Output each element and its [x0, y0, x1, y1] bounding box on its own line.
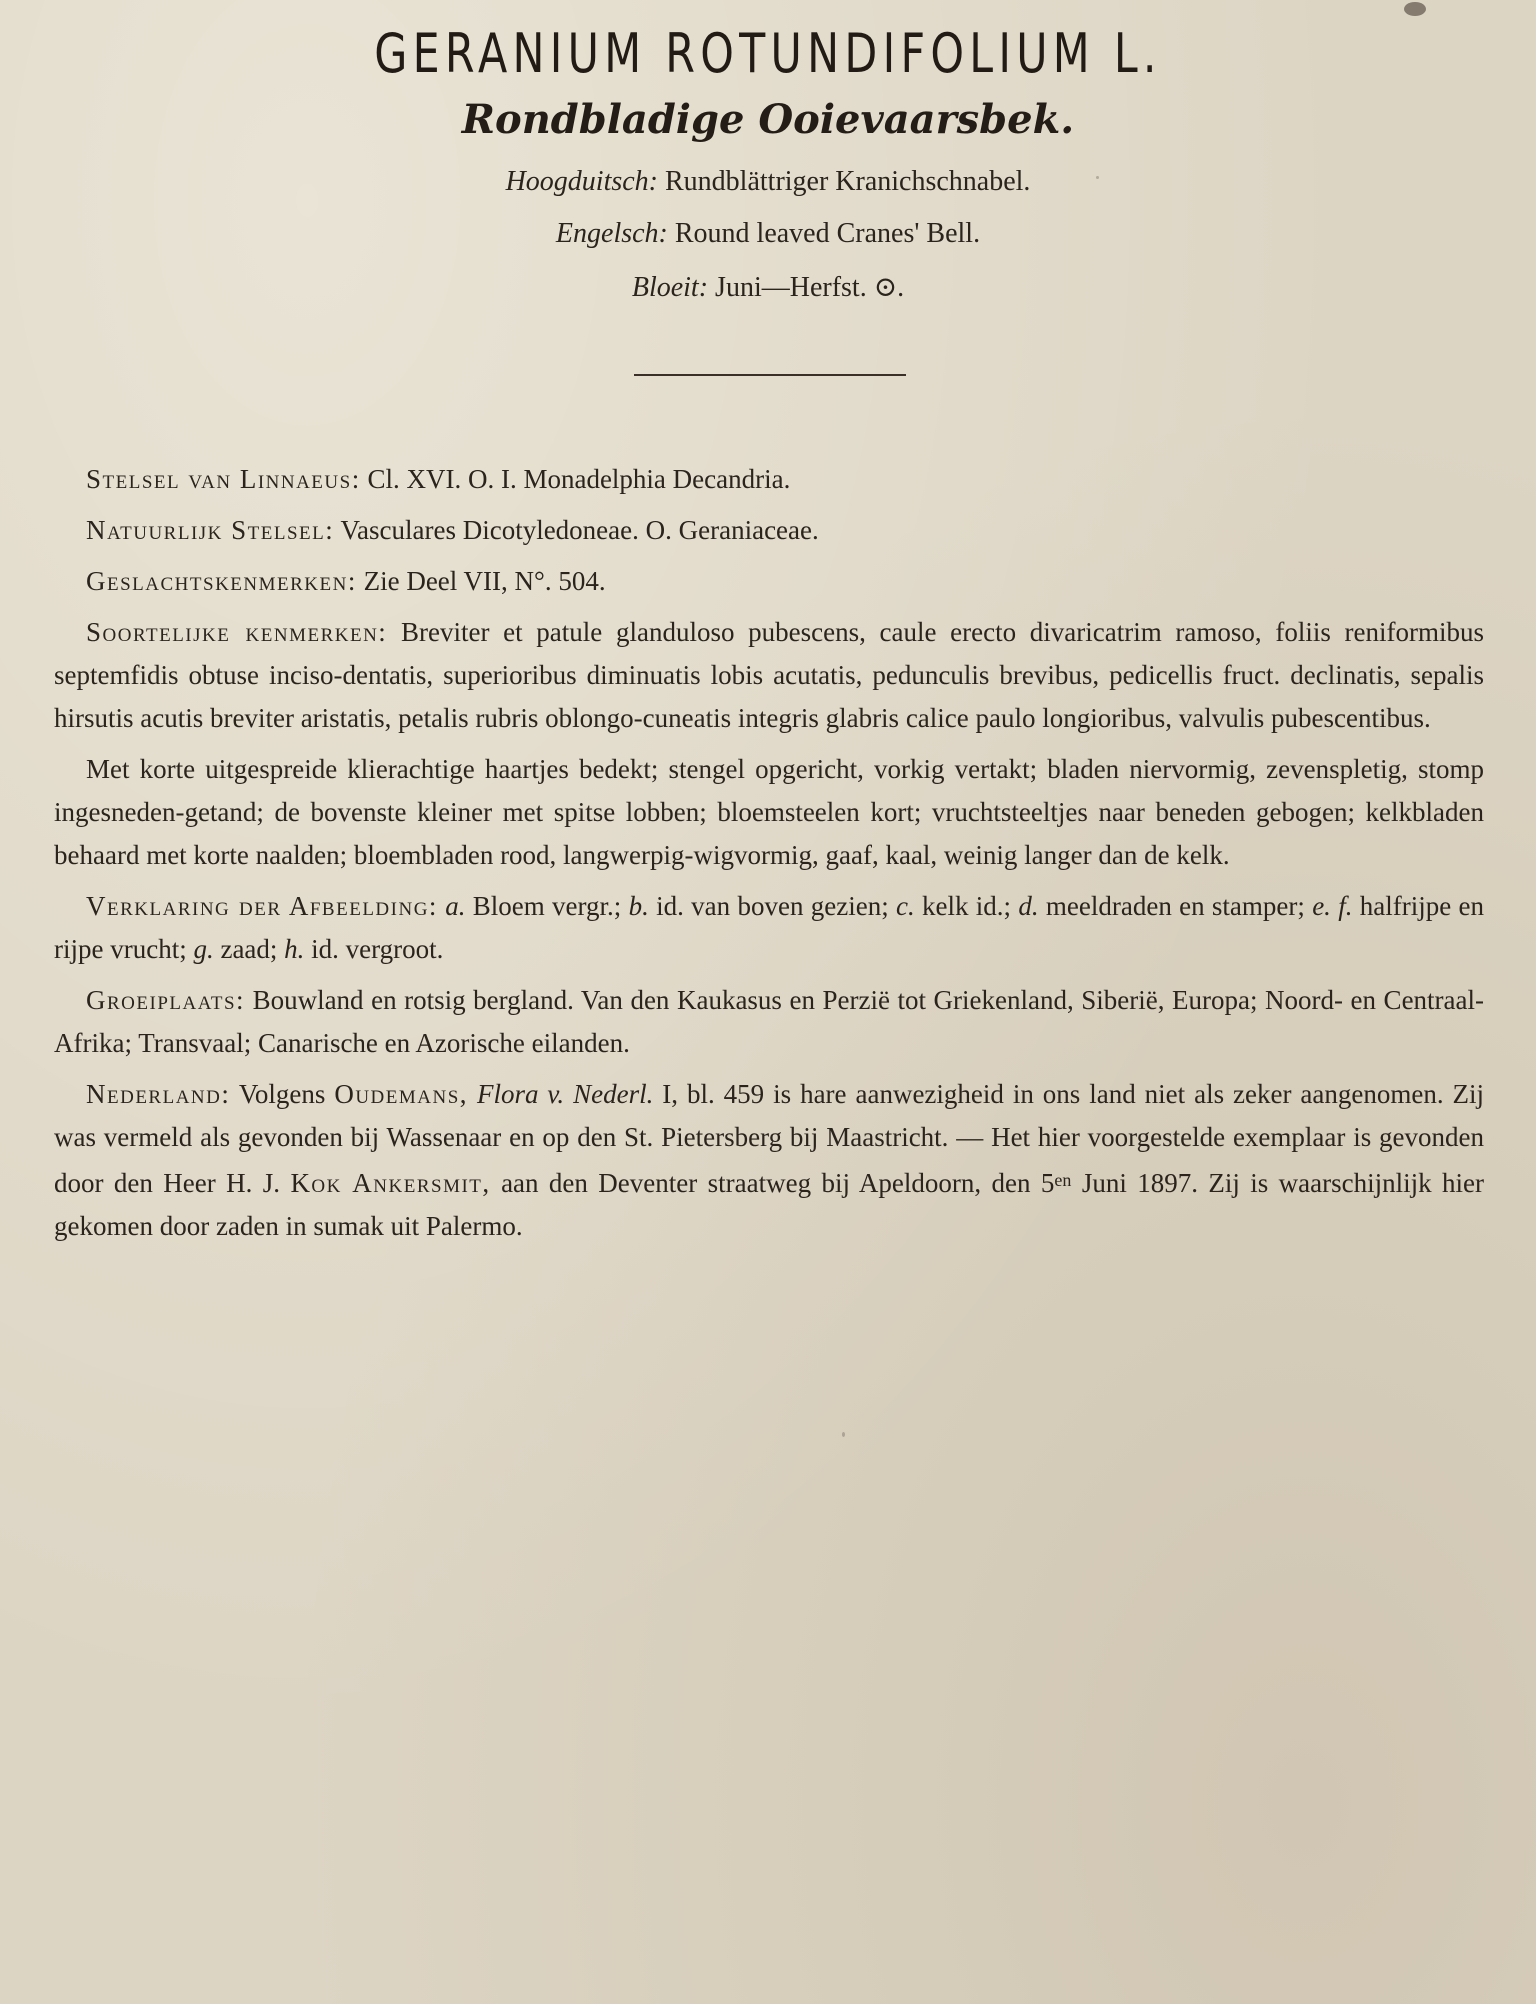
netherlands-author: Oudemans,: [334, 1079, 469, 1109]
dutch-description-text: Met korte uitgespreide klierachtige haartjes bedekt; stengel opgericht, vorkig vertakt; bladen niervormig, zevenspletig, stomp ingesneden-getand; de bovenste kleiner met spitse lobben; bloemsteelen kort; vruchtsteeltjes naar beneden gebogen; kelkbladen behaard met korte naalden; bloembladen rood, langwerpig-wigvormig, gaaf, kaal, weinig langer dan de kelk.: [54, 754, 1484, 870]
bloom-line: [0, 270, 1536, 304]
figure-label: Verklaring der Afbeelding:: [86, 891, 438, 921]
netherlands-text-1: Volgens: [238, 1079, 326, 1109]
habitat-label: Groeiplaats:: [86, 985, 246, 1015]
netherlands-text-3: aan den Deventer straatweg bij Apeldoorn, den 5: [501, 1168, 1055, 1198]
habitat-text: Bouwland en rotsig bergland. Van den Kaukasus en Perzië tot Griekenland, Siberië, Europa; Noord- en Centraal-Afrika; Transvaal; Canarische en Azorische eilanden.: [54, 985, 1485, 1058]
dutch-description-paragraph: [54, 748, 1484, 877]
netherlands-label: Nederland:: [86, 1079, 231, 1109]
species-text: Breviter et patule glanduloso pubescens, caule erecto divaricatrim ramoso, foliis reniformibus septemfidis obtuse inciso-dentatis, superioribus diminuatis lobis acutatis, pedunculis brevibus, pedicellis fruct. declinatis, sepalis hirsutis acutis breviter aristatis, petalis rubris oblongo-cuneatis integris glabris calice paulo longioribus, valvulis pubescentibus.: [54, 617, 1484, 733]
linnaeus-paragraph: [54, 458, 1484, 501]
genus-label: Geslachtskenmerken:: [86, 566, 357, 596]
german-value: Rundblättriger Kranichschnabel.: [665, 166, 1031, 197]
figure-text-d: meeldraden en stamper;: [1045, 891, 1305, 921]
english-value: Round leaved Cranes' Bell.: [674, 218, 981, 249]
english-name-line: [0, 218, 1536, 250]
divider-rule: [634, 374, 906, 376]
habitat-paragraph: [54, 979, 1484, 1065]
figure-text-g: zaad;: [220, 934, 278, 964]
figure-explanation-paragraph: [54, 885, 1484, 971]
genus-text: Zie Deel VII, N°. 504.: [363, 566, 606, 596]
figure-letter-b: b.: [628, 891, 649, 921]
figure-letter-h: h.: [284, 934, 305, 964]
dutch-common-name: Rondbladige Ooievaarsbek.: [461, 96, 1075, 143]
species-label: Soortelijke kenmerken:: [86, 617, 388, 647]
netherlands-paragraph: [54, 1073, 1484, 1248]
german-label: Hoogduitsch:: [505, 166, 658, 197]
netherlands-date-suffix: en: [1054, 1170, 1072, 1190]
figure-letter-c: c.: [896, 891, 915, 921]
figure-letter-ef: e. f.: [1312, 891, 1353, 921]
paper-blemish: [1404, 2, 1426, 16]
netherlands-text-2: I, bl. 459 is hare aanwezigheid in ons land niet als zeker aangenomen. Zij was vermeld als gevonden bij Wassenaar en op den St. Pietersberg bij Maastricht. — Het hier voorgestelde exemplaar is gevonden door den Heer H. J.: [54, 1079, 1485, 1198]
german-name-line: [0, 166, 1536, 198]
figure-letter-a: a.: [445, 891, 466, 921]
natural-system-paragraph: [54, 509, 1484, 552]
linnaeus-label: Stelsel van Linnaeus:: [86, 464, 361, 494]
figure-letter-g: g.: [193, 934, 214, 964]
netherlands-work: Flora v. Nederl.: [476, 1079, 654, 1109]
species-paragraph: [54, 611, 1484, 740]
natural-system-text: Vasculares Dicotyledoneae. O. Geraniaceae.: [340, 515, 819, 545]
description-body: [54, 458, 1484, 1256]
figure-text-c: kelk id.;: [922, 891, 1012, 921]
bloom-value: Juni—Herfst. ⊙.: [715, 272, 905, 303]
figure-text-b: id. van boven gezien;: [656, 891, 889, 921]
english-label: Engelsch:: [555, 218, 668, 249]
bloom-label: Bloeit:: [631, 272, 709, 303]
natural-system-label: Natuurlijk Stelsel:: [86, 515, 335, 545]
netherlands-text-4: Juni 1897. Zij is waarschijnlijk hier gekomen door zaden in sumak uit Palermo.: [54, 1168, 1485, 1241]
species-title: GERANIUM ROTUNDIFOLIUM L.: [374, 22, 1162, 85]
genus-paragraph: [54, 560, 1484, 603]
figure-text-ef: halfrijpe en rijpe vrucht;: [54, 891, 1485, 964]
paper-blemish: [1096, 176, 1099, 179]
figure-letter-d: d.: [1018, 891, 1039, 921]
linnaeus-text: Cl. XVI. O. I. Monadelphia Decandria.: [367, 464, 791, 494]
figure-text-h: id. vergroot.: [311, 934, 444, 964]
figure-text-a: Bloem vergr.;: [472, 891, 622, 921]
netherlands-collector: Kok Ankersmit,: [290, 1168, 491, 1198]
paper-blemish: [842, 1432, 845, 1437]
